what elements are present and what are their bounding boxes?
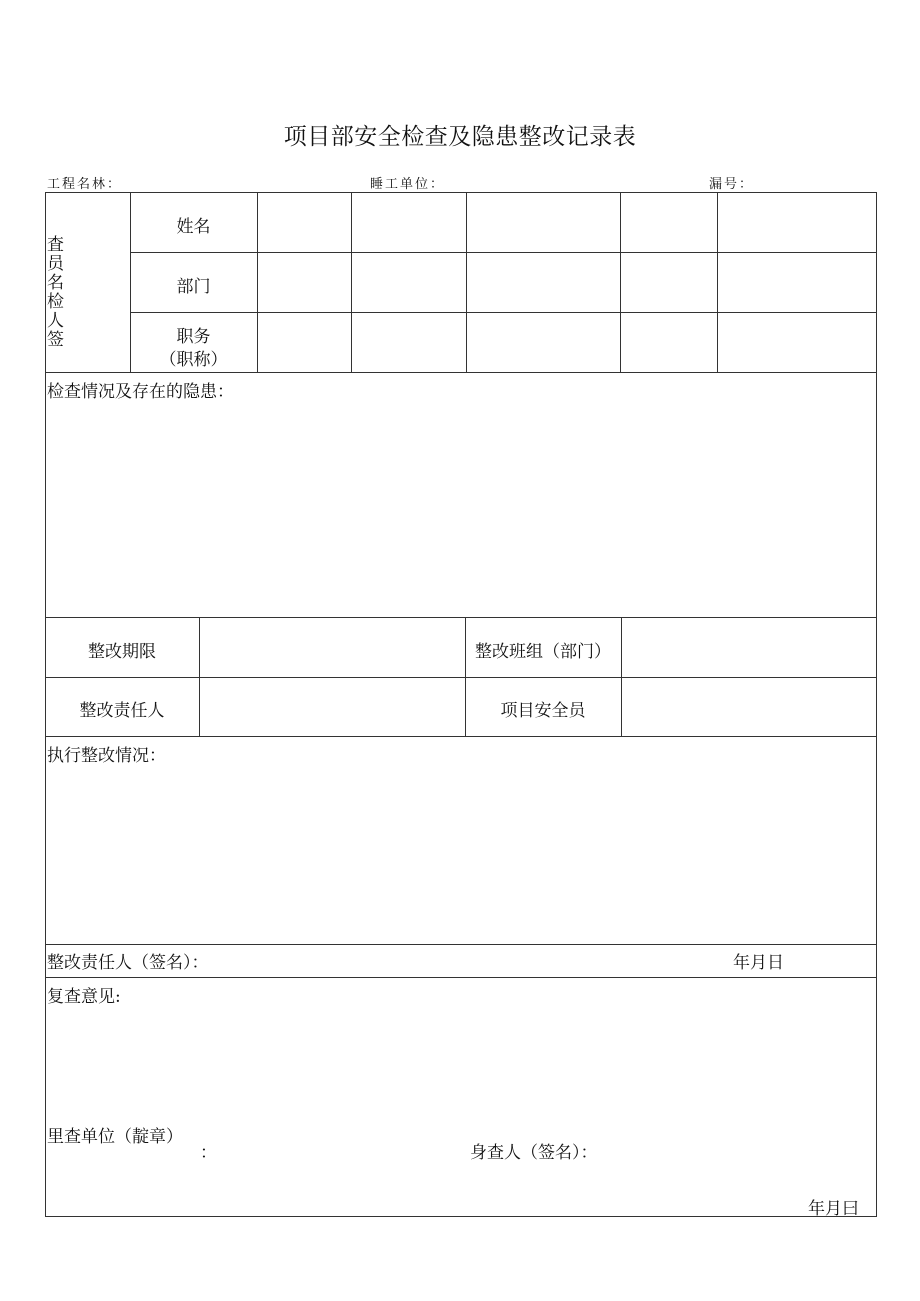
row-divider: [45, 677, 877, 678]
row-divider: [130, 312, 877, 313]
column-divider: [466, 192, 467, 372]
reviewer-signature-label: 身查人（签名）：: [470, 1143, 598, 1163]
column-divider: [199, 617, 200, 736]
construction-unit-label: 睡工单位：: [370, 177, 446, 192]
rectification-team-label: 整改班组（部门）: [475, 642, 611, 662]
inspection-findings-label: 检查情况及存在的隐患：: [47, 382, 234, 402]
review-date-label: 年月曰: [808, 1199, 859, 1219]
serial-number-label: 漏号：: [709, 177, 755, 192]
column-divider: [621, 617, 622, 736]
row-divider: [45, 372, 877, 373]
form-title: 项目部安全检查及隐患整改记录表: [283, 124, 637, 150]
inspector-signature-group-label: 査 员 名 检 人 签: [47, 235, 64, 350]
project-name-label: 工程名林：: [47, 177, 123, 192]
execution-status-label: 执行整改情况：: [47, 746, 166, 766]
review-unit-colon: ：: [200, 1143, 217, 1163]
responsible-person-label: 整改责任人: [79, 701, 165, 721]
responsible-signature-label: 整改责任人（签名）：: [47, 953, 209, 973]
deadline-label: 整改期限: [88, 642, 156, 662]
row-divider: [45, 617, 877, 618]
row-divider: [45, 977, 877, 978]
column-divider: [717, 192, 718, 372]
position-label: 职务: [176, 327, 211, 347]
name-label: 姓名: [176, 217, 211, 237]
column-divider: [257, 192, 258, 372]
review-opinion-label: 复查意见:: [47, 987, 121, 1007]
department-label: 部门: [176, 277, 211, 297]
position-title-label: （职称）: [159, 350, 228, 370]
execution-date-label: 年月日: [733, 953, 784, 973]
row-divider: [45, 736, 877, 737]
column-divider: [351, 192, 352, 372]
column-divider: [620, 192, 621, 372]
row-divider: [130, 252, 877, 253]
row-divider: [45, 944, 877, 945]
safety-officer-label: 项目安全员: [500, 701, 586, 721]
review-unit-label: 里查单位（靛章）: [47, 1127, 183, 1147]
